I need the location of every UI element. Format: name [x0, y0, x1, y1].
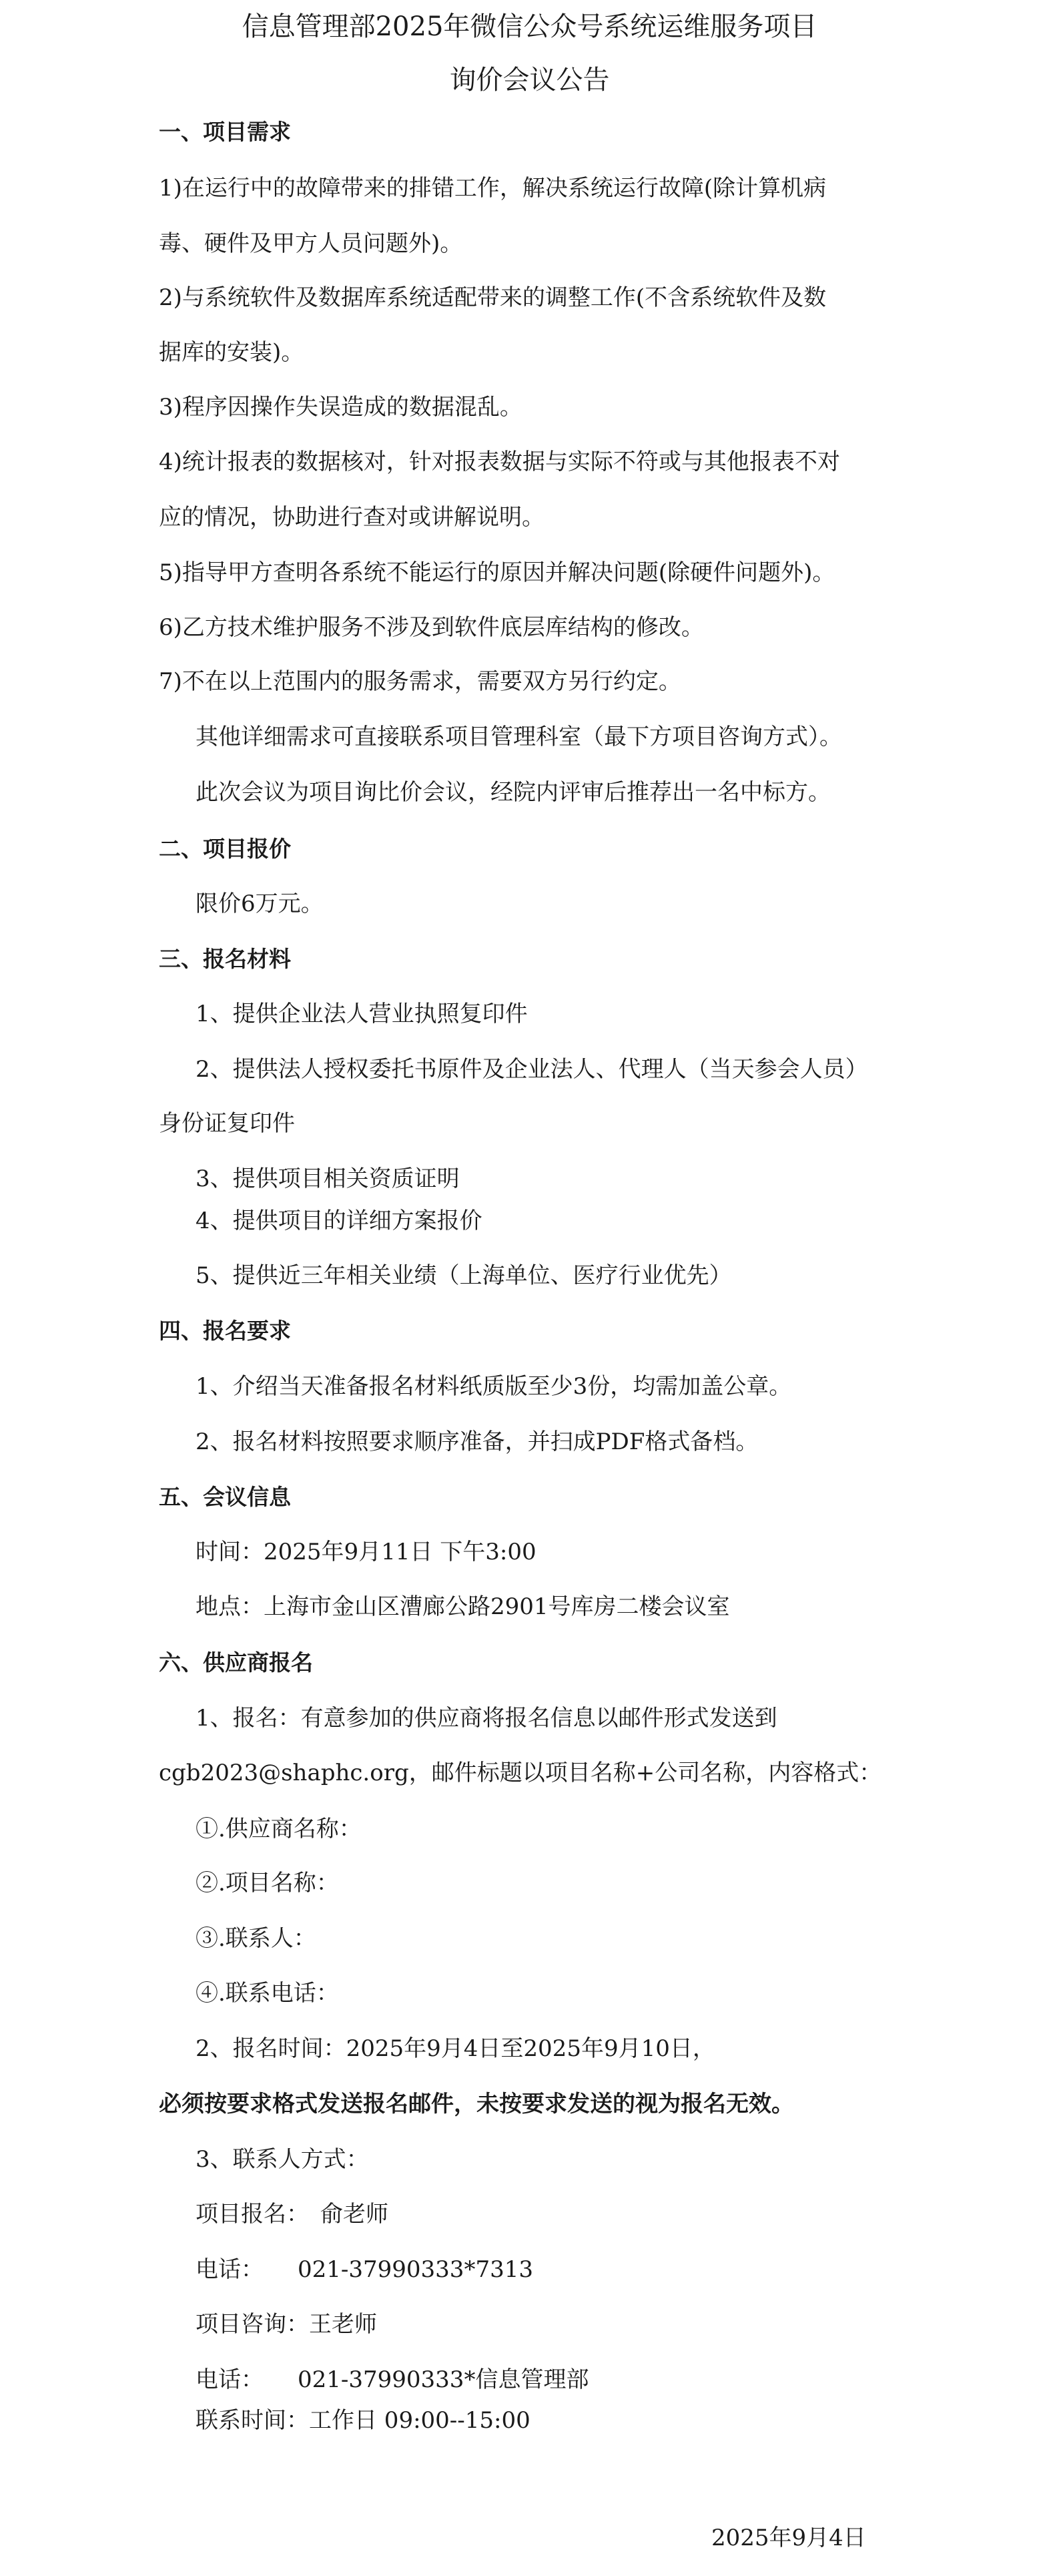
- format-field-contact-person: ③.联系人：: [196, 1925, 316, 1952]
- section-heading-requirements: 一、项目需求: [159, 119, 291, 145]
- registration-requirement-1: 1、介绍当天准备报名材料纸质版至少3份，均需加盖公章。: [196, 1373, 792, 1400]
- registration-method-line-1: 1、报名：有意参加的供应商将报名信息以邮件形式发送到: [196, 1705, 777, 1732]
- document-title: 信息管理部2025年微信公众号系统运维服务项目: [242, 11, 817, 42]
- material-item-1: 1、提供企业法人营业执照复印件: [196, 1001, 528, 1027]
- registration-warning: 必须按要求格式发送报名邮件，未按要求发送的视为报名无效。: [159, 2091, 794, 2117]
- requirement-item-7: 7)不在以上范围内的服务需求，需要双方另行约定。: [159, 668, 681, 695]
- section-heading-quote: 二、项目报价: [159, 836, 291, 862]
- registration-method-line-2: cgb2023@shaphc.org，邮件标题以项目名称+公司名称，内容格式：: [159, 1760, 882, 1786]
- registration-requirement-2: 2、报名材料按照要求顺序准备，并扫成PDF格式备档。: [196, 1429, 759, 1455]
- requirement-item-4-line-2: 应的情况，协助进行查对或讲解说明。: [159, 504, 545, 531]
- material-item-2-line-2: 身份证复印件: [159, 1110, 295, 1137]
- requirement-note-contact: 其他详细需求可直接联系项目管理科室（最下方项目咨询方式）。: [196, 724, 842, 750]
- material-item-5: 5、提供近三年相关业绩（上海单位、医疗行业优先）: [196, 1262, 732, 1289]
- contact-consultation-phone: 电话： 021-37990333*信息管理部: [196, 2366, 589, 2393]
- requirement-item-6: 6)乙方技术维护服务不涉及到软件底层库结构的修改。: [159, 614, 704, 641]
- requirement-item-1-line-2: 毒、硬件及甲方人员问题外)。: [159, 230, 463, 257]
- material-item-4: 4、提供项目的详细方案报价: [196, 1208, 482, 1234]
- requirement-item-3: 3)程序因操作失误造成的数据混乱。: [159, 394, 522, 421]
- contact-consultation: 项目咨询：王老师: [196, 2311, 377, 2338]
- requirement-note-evaluation: 此次会议为项目询比价会议，经院内评审后推荐出一名中标方。: [196, 779, 831, 806]
- document-subtitle: 询价会议公告: [449, 65, 610, 95]
- price-limit: 限价6万元。: [196, 890, 324, 917]
- format-field-project-name: ②.项目名称：: [196, 1870, 339, 1896]
- meeting-place: 地点：上海市金山区漕廊公路2901号库房二楼会议室: [196, 1593, 730, 1620]
- meeting-time: 时间：2025年9月11日 下午3:00: [196, 1539, 537, 1565]
- section-heading-registration-requirements: 四、报名要求: [159, 1318, 291, 1344]
- section-heading-supplier-registration: 六、供应商报名: [159, 1649, 313, 1676]
- format-field-contact-phone: ④.联系电话：: [196, 1980, 339, 2007]
- requirement-item-2-line-1: 2)与系统软件及数据库系统适配带来的调整工作(不含系统软件及数: [159, 284, 827, 311]
- section-heading-meeting-info: 五、会议信息: [159, 1484, 291, 1510]
- contact-methods-heading: 3、联系人方式：: [196, 2146, 369, 2173]
- requirement-item-5: 5)指导甲方查明各系统不能运行的原因并解决问题(除硬件问题外)。: [159, 559, 835, 586]
- contact-hours: 联系时间：工作日 09:00--15:00: [196, 2407, 531, 2434]
- material-item-2-line-1: 2、提供法人授权委托书原件及企业法人、代理人（当天参会人员）: [196, 1056, 868, 1083]
- requirement-item-2-line-2: 据库的安装)。: [159, 339, 304, 366]
- registration-period: 2、报名时间：2025年9月4日至2025年9月10日，: [196, 2035, 715, 2062]
- requirement-item-4-line-1: 4)统计报表的数据核对，针对报表数据与实际不符或与其他报表不对: [159, 449, 840, 475]
- publish-date: 2025年9月4日: [711, 2525, 866, 2551]
- material-item-3: 3、提供项目相关资质证明: [196, 1166, 460, 1192]
- requirement-item-1-line-1: 1)在运行中的故障带来的排错工作，解决系统运行故障(除计算机病: [159, 175, 827, 202]
- format-field-supplier-name: ①.供应商名称：: [196, 1816, 362, 1842]
- section-heading-materials: 三、报名材料: [159, 946, 291, 972]
- contact-registration: 项目报名： 俞老师: [196, 2201, 388, 2228]
- contact-registration-phone: 电话： 021-37990333*7313: [196, 2256, 533, 2283]
